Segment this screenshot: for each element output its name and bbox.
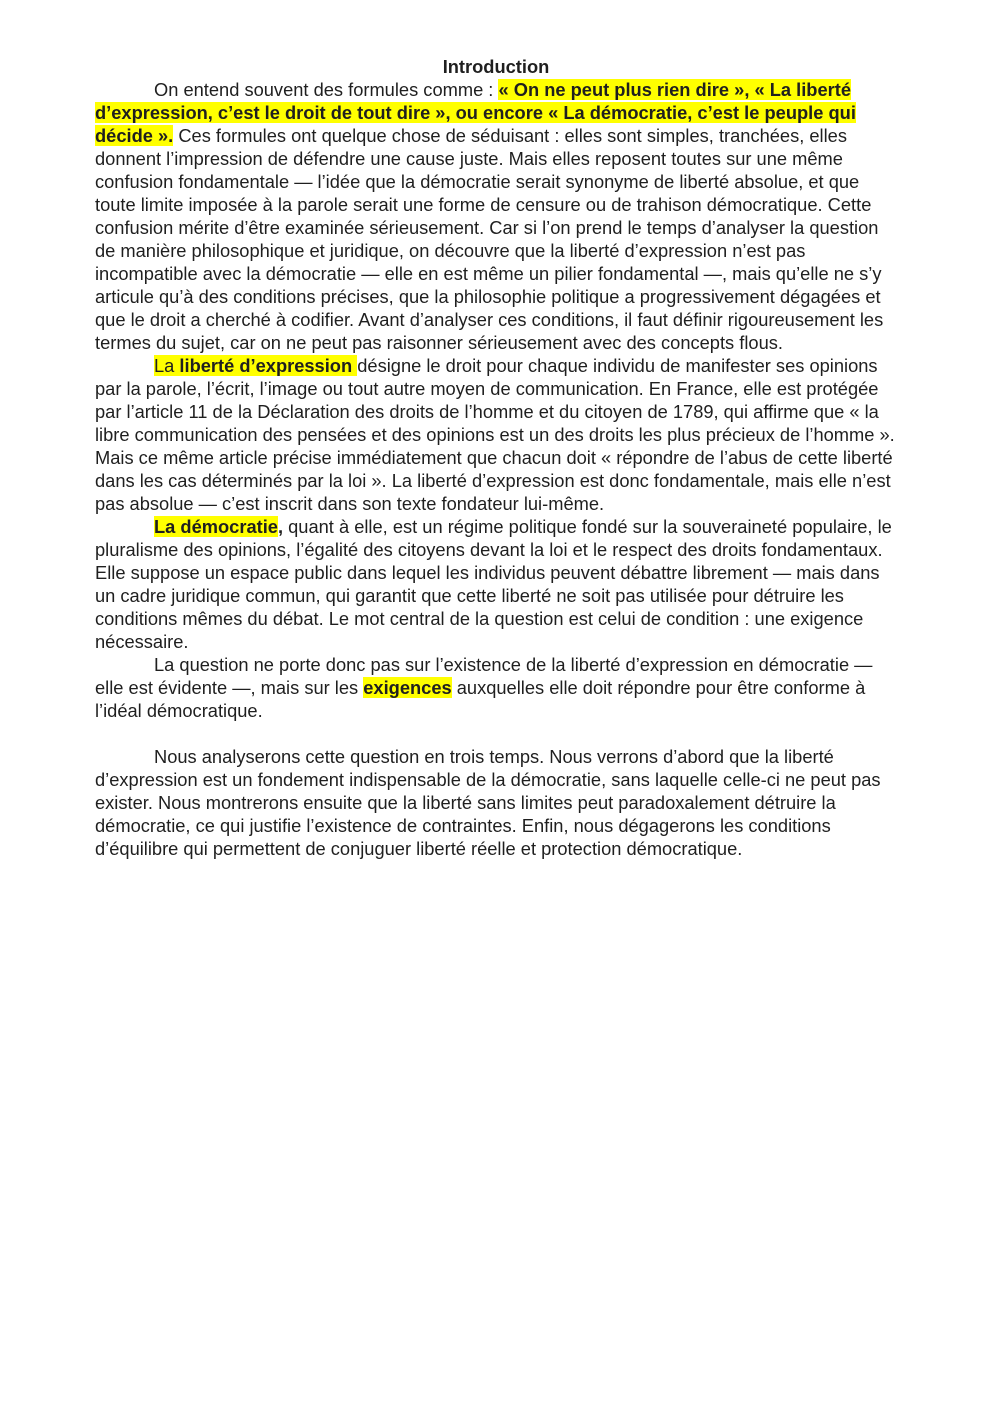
paragraph-plan: Nous analyserons cette question en trois temps. Nous verrons d’abord que la liberté d’expression est un fondement indispensable de la démocratie, sans laquelle celle-ci ne peut pas exister. Nous montrerons ensuite que la liberté sans limites peut paradoxalement détruire la démocratie, ce qui justifie l’existence de contraintes. Enfin, nous dégagerons les conditions d’équilibre qui permettent de conjuguer liberté réelle et protection démocratique. xyxy=(95,746,881,859)
highlight-liberte xyxy=(154,355,357,376)
paragraph-question-lead: La question ne porte donc pas sur l’existence de la liberté d’expression en démocratie — elle est évidente —, mais sur les xyxy=(95,654,873,698)
paragraph-intro-body: Ces formules ont quelque chose de séduisant : elles sont simples, tranchées, elles donnent l’impression de défendre une cause juste. Mais elles reposent toutes sur une même confusion fondamentale — l’idée que la démocratie serait synonyme de liberté absolue, et que toute limite imposée à la parole serait une forme de censure ou de trahison démocratique. Cette confusion mérite d’être examinée sérieusement. Car si l’on prend le temps d’analyser la question de manière philosophique et juridique, on découvre que la liberté d’expression n’est pas incompatible avec la démocratie — elle en est même un pilier fondamental —, mais qu’elle ne s’y articule qu’à des conditions précises, que la philosophie politique a progressivement dégagées et que le droit a cherché à codifier. Avant d’analyser ces conditions, il faut définir rigoureusement les termes du sujet, car on ne peut pas raisonner sérieusement avec des concepts flous. xyxy=(95,125,884,353)
paragraph-liberte-body: désigne le droit pour chaque individu de manifester ses opinions par la parole, l’écrit, l’image ou tout autre moyen de communication. En France, elle est protégée par l’article 11 de la Déclaration des droits de l’homme et du citoyen de 1789, qui affirme que « la libre communication des pensées et des opinions est un des droits les plus précieux de l’homme ». Mais ce même article précise immédiatement que chacun doit « répondre de l’abus de cette liberté dans les cas déterminés par la loi ». La liberté d’expression est donc fondamentale, mais elle n’est pas absolue — c’est inscrit dans son texte fondateur lui-même. xyxy=(95,355,895,514)
term-exigences: exigences xyxy=(363,677,452,698)
document-title: Introduction xyxy=(442,56,550,77)
document-page xyxy=(95,55,897,860)
paragraph-question xyxy=(95,653,897,722)
highlighted-quotes: « On ne peut plus rien dire », « La liberté d’expression, c’est le droit de tout dire », ou encore « La démocratie, c’est le peuple qui décide ». xyxy=(95,79,856,146)
term-liberte-expression: liberté d’expression xyxy=(179,355,353,376)
paragraph-democratie-body: quant à elle, est un régime politique fondé sur la souveraineté populaire, le pluralisme des opinions, l’égalité des citoyens devant la loi et le respect des droits fondamentaux. Elle suppose un espace public dans lequel les individus peuvent débattre librement — mais dans un cadre juridique commun, qui garantit que cette liberté ne soit pas utilisée pour détruire les conditions mêmes du débat. Le mot central de la question est celui de condition : une exigence nécessaire. xyxy=(95,516,892,652)
highlight-liberte-article: La xyxy=(154,355,180,376)
paragraph-intro-lead: On entend souvent des formules comme : xyxy=(154,79,499,100)
paragraph-democratie xyxy=(95,515,897,653)
paragraph-intro xyxy=(95,78,897,354)
term-democratie-comma: , xyxy=(277,516,284,537)
blank-line xyxy=(95,722,897,745)
paragraph-question-body: auxquelles elle doit répondre pour être conforme à l’idéal démocratique. xyxy=(95,677,866,721)
term-democratie: La démocratie xyxy=(154,516,278,537)
paragraph-liberte xyxy=(95,354,897,515)
